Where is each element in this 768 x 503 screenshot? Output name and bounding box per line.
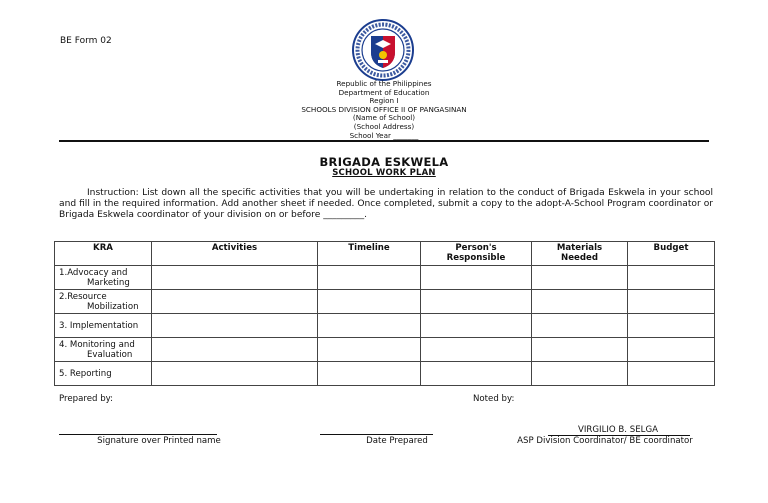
- persons-cell[interactable]: [421, 266, 532, 290]
- header-timeline: Timeline: [318, 242, 421, 266]
- header-budget: Budget: [628, 242, 715, 266]
- timeline-cell[interactable]: [318, 338, 421, 362]
- kra-cell: 4. Monitoring and Evaluation: [55, 338, 152, 362]
- signature-line[interactable]: [59, 434, 217, 435]
- header-school-name: (Name of School): [352, 113, 416, 123]
- header-school-year: School Year _______: [349, 130, 419, 140]
- activities-cell[interactable]: [152, 314, 318, 338]
- header-divider: [59, 140, 709, 142]
- timeline-cell[interactable]: [318, 362, 421, 386]
- deped-seal-icon: [351, 18, 415, 82]
- materials-cell[interactable]: [532, 266, 628, 290]
- header-division: SCHOOLS DIVISION OFFICE II OF PANGASINAN: [301, 104, 467, 114]
- budget-cell[interactable]: [628, 314, 715, 338]
- table-row: [55, 266, 715, 290]
- table-row: [55, 338, 715, 362]
- table-row: [55, 314, 715, 338]
- form-number: BE Form 02: [60, 36, 112, 46]
- header-school-address: (School Address): [353, 121, 415, 131]
- signature-caption: Signature over Printed name: [97, 436, 221, 446]
- activities-cell[interactable]: [152, 362, 318, 386]
- activities-cell[interactable]: [152, 338, 318, 362]
- header-department: Department of Education: [338, 87, 430, 97]
- table-header-row: [55, 242, 715, 266]
- budget-cell[interactable]: [628, 266, 715, 290]
- header-region: Region I: [369, 96, 399, 106]
- timeline-cell[interactable]: [318, 314, 421, 338]
- materials-cell[interactable]: [532, 290, 628, 314]
- persons-cell[interactable]: [421, 314, 532, 338]
- materials-cell[interactable]: [532, 338, 628, 362]
- table-row: [55, 290, 715, 314]
- timeline-cell[interactable]: [318, 266, 421, 290]
- materials-cell[interactable]: [532, 314, 628, 338]
- document-title: BRIGADA ESKWELA: [319, 155, 449, 169]
- header-persons-responsible: Person's Responsible: [421, 242, 532, 266]
- materials-cell[interactable]: [532, 362, 628, 386]
- document-header: [0, 80, 768, 140]
- persons-cell[interactable]: [421, 290, 532, 314]
- instruction-paragraph: Instruction: List down all the specific activities that you will be undertaking in relation to the conduct of Brigada Eskwela in your school and fill in the required information. Add another sheet if needed. Once completed, submit a copy to the adopt-A-School Program coordinator or Brigada Eskwela coordinator of your division on or before _________.: [59, 188, 713, 220]
- coordinator-title: ASP Division Coordinator/ BE coordinator: [517, 436, 693, 446]
- timeline-cell[interactable]: [318, 290, 421, 314]
- activities-cell[interactable]: [152, 290, 318, 314]
- header-materials-needed: Materials Needed: [532, 242, 628, 266]
- budget-cell[interactable]: [628, 338, 715, 362]
- persons-cell[interactable]: [421, 362, 532, 386]
- budget-cell[interactable]: [628, 290, 715, 314]
- kra-cell: 1.Advocacy and Marketing: [55, 266, 152, 290]
- date-line[interactable]: [320, 434, 433, 435]
- header-activities: Activities: [152, 242, 318, 266]
- prepared-by-label: Prepared by:: [59, 394, 114, 404]
- activities-cell[interactable]: [152, 266, 318, 290]
- kra-cell: 2.Resource Mobilization: [55, 290, 152, 314]
- header-republic: Republic of the Philippines: [336, 79, 432, 88]
- work-plan-table: [54, 241, 715, 386]
- document-subtitle: SCHOOL WORK PLAN: [332, 168, 436, 178]
- kra-cell: 5. Reporting: [55, 362, 152, 386]
- noted-by-label: Noted by:: [473, 394, 515, 404]
- kra-cell: 3. Implementation: [55, 314, 152, 338]
- date-caption: Date Prepared: [366, 436, 428, 446]
- table-row: [55, 362, 715, 386]
- header-kra: KRA: [55, 242, 152, 266]
- persons-cell[interactable]: [421, 338, 532, 362]
- budget-cell[interactable]: [628, 362, 715, 386]
- coordinator-name: VIRGILIO B. SELGA: [578, 425, 658, 435]
